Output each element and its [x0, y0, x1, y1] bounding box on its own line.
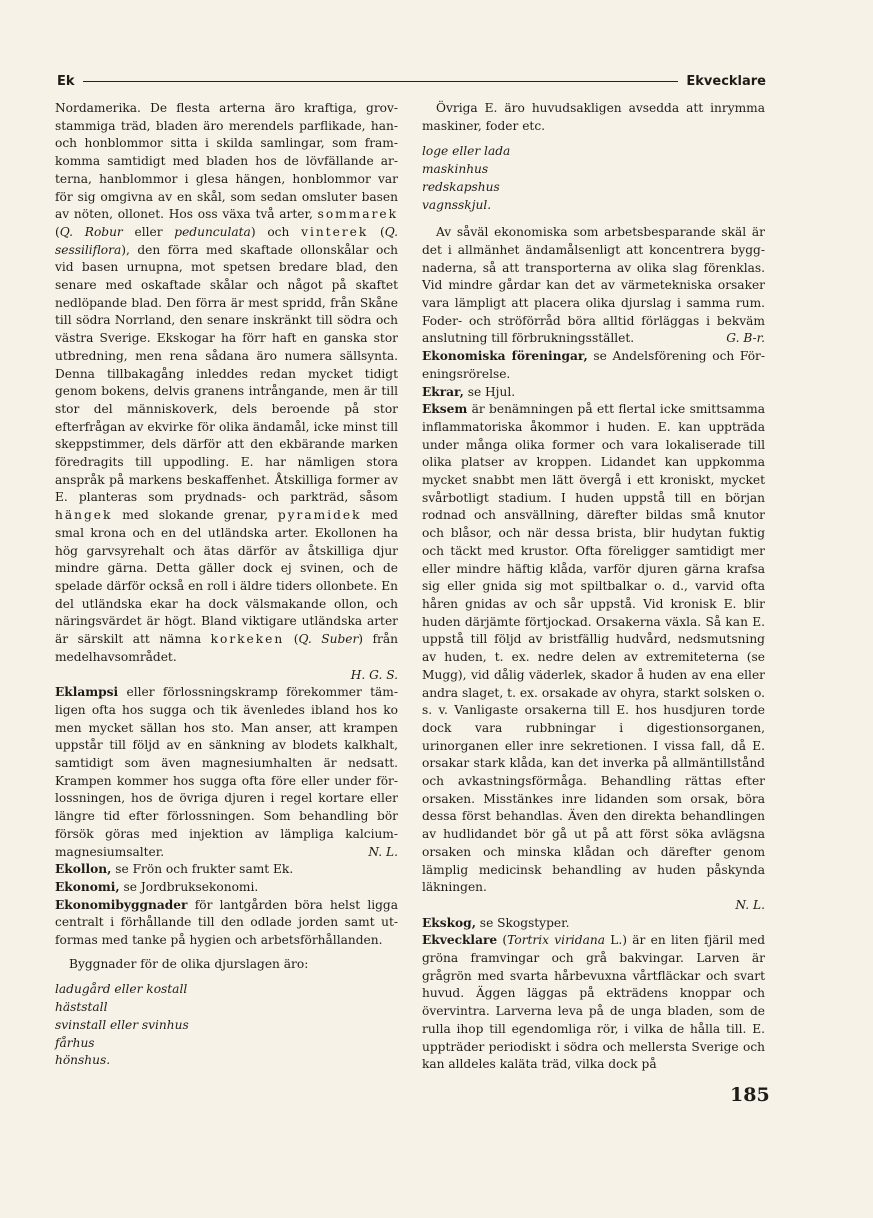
list-item: ladugård eller kostall: [55, 982, 188, 997]
list-item: hönshus.: [55, 1053, 111, 1068]
entry-eksem: Eksem är benämningen på ett flertal icke smittsamma inflammatoriska åkommor i huden. E. kan uppträda under många olika former och vara lokaliserade till olika platser av kroppen. Lidandet kan uppkomma mycket snabbt men lätt övergå i ett kroniskt, mycket svårbotligt stadium. I huden uppstå till en början rodnad och ansvällning, därefter bildas små knutor och blåsor, och när dessa brista, blir hudytan fuktig och täckt med krustor. Ofta föreligger samtidigt mer eller mindre häftig klåda, varför djuren gärna krafsa sig eller gnida sig mot spiltbalkar o. d., varvid ofta håren gnidas av och sår uppstå. Vid kronisk E. blir huden därjämte förtjockad. Orsakerna växla. Så kan E. uppstå till följd av bristfällig hudvård, nedsmutsning av huden, t. ex. nedre delen av extremiteterna (se Mugg), vid dålig väderlek, skador å huden av ena eller andra slaget, t. ex. orsakade av ohyra, starkt solsken o. s. v. Vanligaste orsakerna till E. hos husdjuren torde dock vara rubbningar i digestionsorganen, urinorganen eller inre sekretionen. I vissa fall, då E. orsakar stark klåda, kan det inverka på allmäntillstånd och avkastningsförmåga. Behandling rättas efter orsaken. Misstänkes inre lidanden som orsak, böra dessa först behandlas. Även den direkta behandlingen av hudlidandet bör gå ut på att först söka avlägsna orsaken och minska klådan och därefter genom lämplig medicinsk behandling av huden påskynda läkningen.: [422, 402, 765, 895]
header-right-term: Ekvecklare: [686, 73, 766, 89]
right-column: [422, 100, 765, 1074]
entry-ekskog: Ekskog, se Skogstyper.: [422, 915, 570, 930]
list-item: maskinhus: [422, 162, 489, 177]
list-item: häststall: [55, 1000, 108, 1015]
ek-article-continuation: Nordamerika. De flesta arterna äro kraftiga, grovstammiga träd, bladen äro merendels parflikade, hanoch honblommor sitta i skilda samlingar, som framkomma samtidigt med bladen hos de lövfällande arterna, hanblommor i glesa hängen, honblommor var för sig omgivna av en skål, som sedan omsluter basen av nöten, ollonet. Hos oss växa två arter, sommarek (Q. Robur eller pedunculata) och vinterek (Q. sessiliflora), den förra med skaftade ollonskålar och vid basen urnupna, mot spetsen bredare blad, den senare med oskaftade skålar och något på skaftet nedlöpande blad. Den förra är mest spridd, från Skåne till södra Norrland, den senare inskränkt till södra och västra Sverige. Ekskogar ha förr haft en ganska stor utbredning, men rena sådana äro numera sällsynta. Denna tillbakagång inleddes redan mycket tidigt genom bokens, delvis granens intrångande, men är till stor del människoverk, dels beroende på stor efterfrågan av ekvirke för olika ändamål, icke minst till skeppstimmer, dels därför att den ekbärande marken föredragits till uppodling. E. har nämligen stora anspråk på markens beskaffenhet. Åtskilliga former av E. planteras som prydnads- och parkträd, såsom hängek med slokande grenar, pyramidek med smal krona och en del utländska arter. Ekollonen ha hög garvsyrehalt och ätas därför av åtskilliga djur mindre gärna. Detta gäller dock ej svinen, och de spelade därför också en roll i äldre tiders ollonbete. En del utländska ekar ha dock välsmakande ollon, och näringsvärdet är högt. Bland viktigare utländska arter är särskilt att nämna korkeken (Q. Suber) från medelhavsområdet.: [55, 101, 399, 664]
signature: H. G. S.: [350, 667, 398, 682]
list-item: redskapshus: [422, 179, 500, 194]
list-item: fårhus: [55, 1035, 95, 1050]
byggnader-intro: Byggnader för de olika djurslagen äro:: [69, 956, 309, 971]
signature: G. B-r.: [726, 331, 765, 346]
entry-ekvecklare: Ekvecklare (Tortrix viridana L.) är en liten fjäril med gröna framvingar och grå bakvingar. Larven är grågrön med svarta hårbevuxna vårtfläckar och svart huvud. Äggen läggas på ekträdens knoppar och övervintra. Larverna leva på de unga bladen, som de rulla ihop till egendomliga rör, i vilka de hålla till. E. uppträder periodiskt i södra och mellersta Sverige och kan alldeles kaläta träd, vilka dock på: [422, 933, 765, 1072]
left-column: [55, 100, 398, 1080]
entry-ekollon: Ekollon, se Frön och frukter samt Ek.: [55, 862, 294, 877]
header-left-term: Ek: [57, 73, 75, 89]
entry-ekrar: Ekrar, se Hjul.: [422, 384, 516, 399]
signature: N. L.: [735, 897, 765, 912]
entry-ekonomiska-foreningar: Ekonomiska föreningar, se Andelsförening och Föreningsrörelse.: [422, 349, 765, 381]
entry-ekonomibyggnader: Ekonomibyggnader för lantgården böra helst ligga centralt i förhållande till den odlade jorden samt utformas med tanke på hygien och arbetsförhållanden.: [55, 897, 398, 948]
maskin-list: [422, 143, 765, 214]
signature: N. L.: [368, 844, 398, 859]
ovriga-paragraph: Övriga E. äro huvudsakligen avsedda att inrymma maskiner, foder etc.: [422, 101, 765, 133]
header-rule: [83, 81, 679, 82]
list-item: vagnsskjul.: [422, 197, 492, 212]
entry-ekonomi: Ekonomi, se Jordbruksekonomi.: [55, 879, 259, 894]
page-number: 185: [730, 1084, 770, 1106]
av-saval-paragraph: Av såväl ekonomiska som arbetsbesparande skäl är det i allmänhet ändamålsenligt att koncentrera byggnaderna, så att transporterna av olika slag förenklas. Vid mindre gårdar kan det av värmetekniska orsaker vara lämpligt att placera olika djurslag i samma rum. Foder- och ströförråd böra alltid förläggas i bekväm anslutning till förbrukningsstället.: [422, 225, 765, 346]
djurslag-list: [55, 981, 398, 1070]
list-item: svinstall eller svinhus: [55, 1017, 189, 1032]
list-item: loge eller lada: [422, 144, 511, 159]
running-header: [57, 71, 766, 91]
entry-eklampsi: Eklampsi eller förlossningskramp förekommer tämligen ofta hos sugga och tik ävenledes ibland hos ko men mycket sällan hos sto. Man anser, att krampen uppstår till följd av en sänkning av blodets kalkhalt, samtidigt som även magnesiumhalten är nedsatt. Krampen kommer hos sugga ofta före eller under förlossningen, hos de övriga djuren i regel kortare eller längre tid efter förlossningen. Som behandling bör försök göras med injektion av lämpliga kalcium-magnesiumsalter.: [55, 685, 398, 859]
